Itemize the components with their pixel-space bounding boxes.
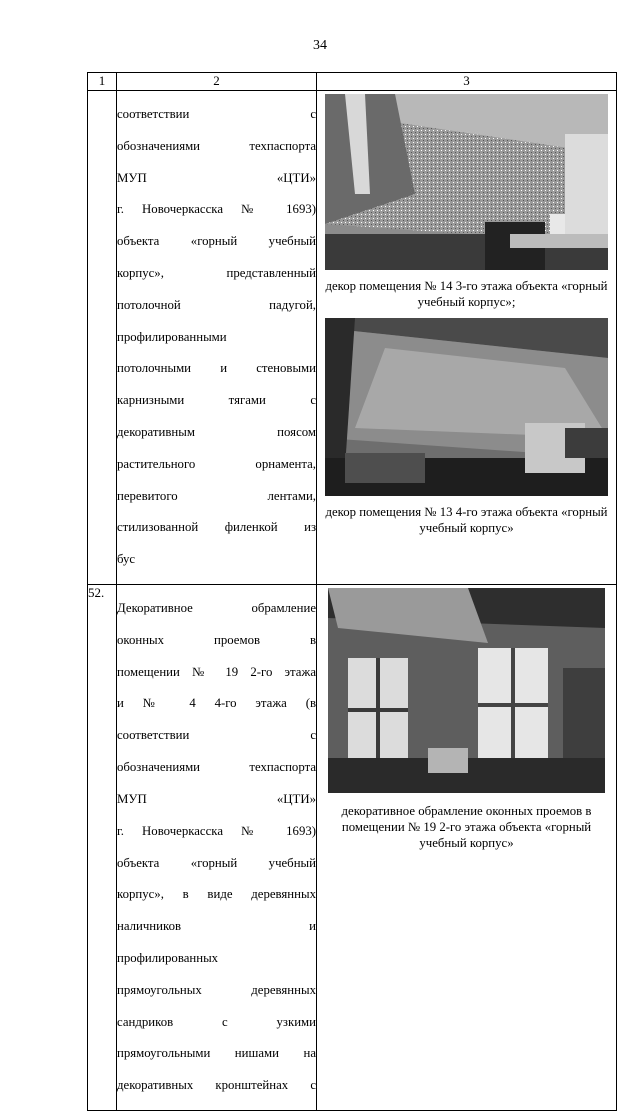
row-description	[117, 585, 317, 1111]
text-line: объекта «горный учебный	[117, 234, 316, 249]
text-line: перевитого лентами,	[117, 488, 316, 503]
text-line: карнизными тягами с	[117, 393, 316, 408]
text-line: помещении № 19 2-го этажа	[117, 664, 316, 679]
text-line: соответствии с	[117, 728, 316, 743]
text-line: растительного орнамента,	[117, 456, 316, 471]
text-line: декоративных кронштейнах с	[117, 1078, 316, 1093]
text-line: сандриков с узкими	[117, 1014, 316, 1029]
ceiling-photo-room-14	[325, 94, 608, 270]
row-number	[88, 91, 117, 585]
text-line: корпус», в виде деревянных	[117, 887, 316, 902]
document-table	[87, 72, 617, 1111]
row-number: 52.	[88, 585, 117, 1111]
text-line: г. Новочеркасска № 1693)	[117, 823, 316, 838]
text-line: потолочной падугой,	[117, 297, 316, 312]
photo-cell	[317, 91, 617, 585]
page-number: 34	[313, 38, 327, 53]
table-row	[88, 91, 617, 585]
text-line: профилированными	[117, 329, 227, 344]
text-line: прямоугольными нишами на	[117, 1046, 316, 1061]
row-description	[117, 91, 317, 585]
text-line: г. Новочеркасска № 1693)	[117, 202, 316, 217]
text-line: корпус», представленный	[117, 265, 316, 280]
header-col-3: 3	[317, 73, 617, 91]
photo-cell	[317, 585, 617, 1111]
text-line: обозначениями техпаспорта	[117, 760, 316, 775]
photo-caption: декор помещения № 13 4-го этажа объекта «горный учебный корпус»	[325, 505, 608, 535]
text-line: МУП «ЦТИ»	[117, 170, 316, 185]
text-line: объекта «горный учебный	[117, 855, 316, 870]
text-line: потолочными и стеновыми	[117, 361, 316, 376]
text-line: Декоративное обрамление	[117, 601, 316, 615]
text-line: соответствии с	[117, 106, 316, 121]
text-line: декоративным поясом	[117, 425, 316, 440]
text-line: МУП «ЦТИ»	[117, 791, 316, 806]
window-frame-photo-room-19	[328, 588, 605, 793]
text-line: бус	[117, 552, 136, 567]
text-line: наличников и	[117, 919, 316, 934]
table-row	[88, 585, 617, 1111]
text-line: и № 4 4-го этажа (в	[117, 696, 316, 711]
photo-caption: декор помещения № 14 3-го этажа объекта «горный учебный корпус»;	[325, 279, 608, 309]
text-line: профилированных	[117, 950, 219, 965]
text-line: обозначениями техпаспорта	[117, 138, 316, 153]
text-line: прямоугольных деревянных	[117, 982, 316, 997]
table-header-row	[88, 73, 617, 91]
text-line: стилизованной филенкой из	[117, 520, 316, 535]
ceiling-photo-room-13	[325, 318, 608, 496]
text-line: оконных проемов в	[117, 632, 316, 647]
header-col-2: 2	[117, 73, 317, 91]
header-col-1: 1	[88, 73, 117, 91]
photo-caption: декоративное обрамление оконных проемов в помещении № 19 2-го этажа объекта «горный учебный корпус»	[341, 804, 592, 851]
